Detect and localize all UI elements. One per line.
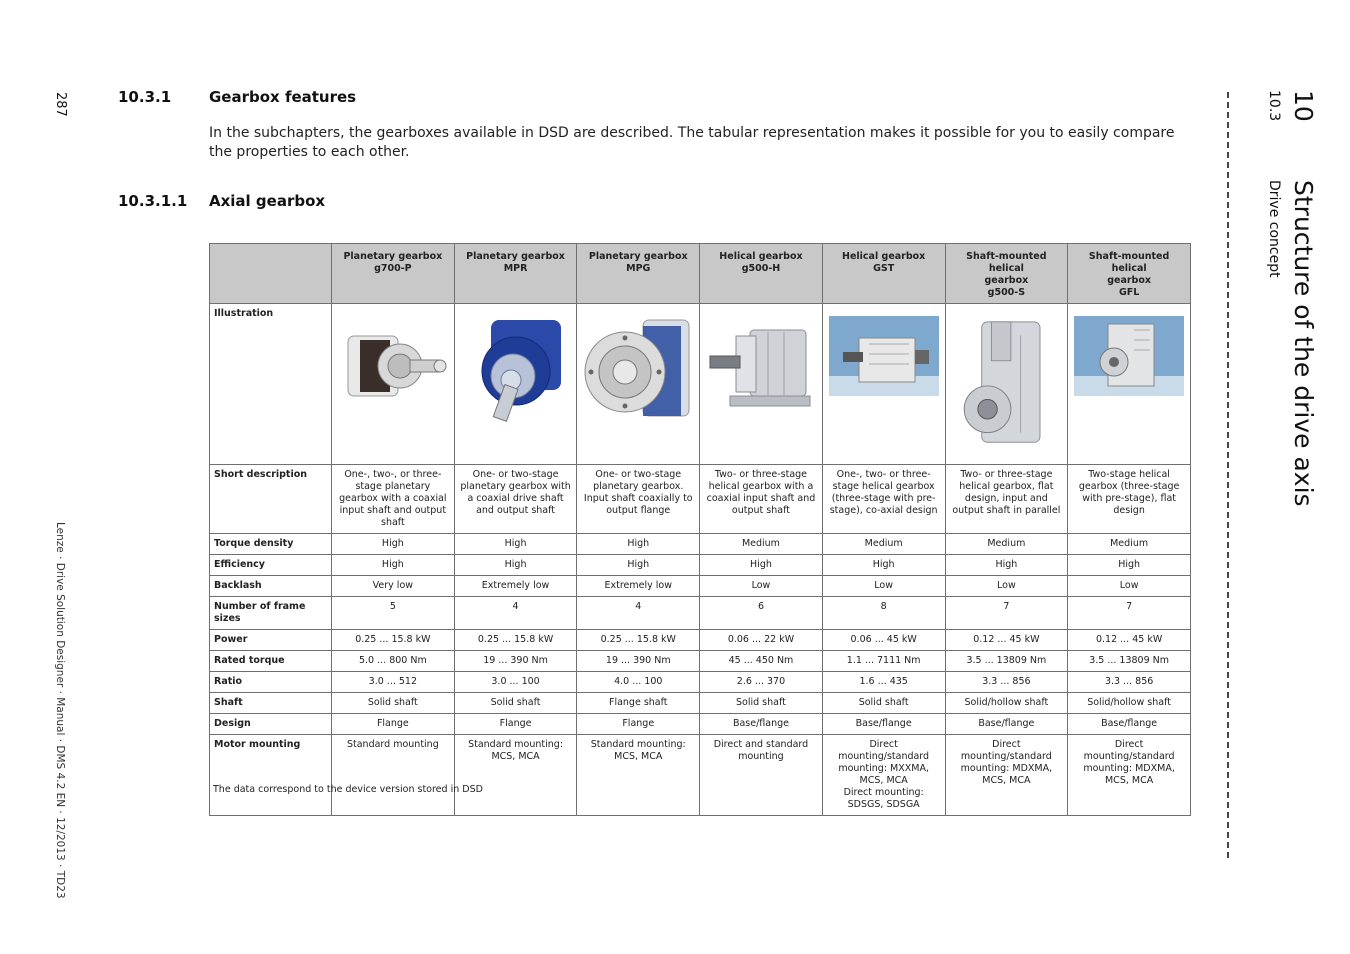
table-header-row: [210, 244, 1191, 304]
table-cell: Flange: [577, 714, 700, 735]
table-cell: 45 ... 450 Nm: [700, 651, 823, 672]
table-row: [210, 465, 1191, 534]
chapter-number: 10: [1289, 90, 1318, 122]
table-cell: 3.3 ... 856: [1068, 672, 1191, 693]
illustration-cell: [945, 304, 1068, 465]
table-cell: 3.0 ... 100: [454, 672, 577, 693]
footnote: The data correspond to the device version stored in DSD: [213, 784, 483, 795]
helical-gearbox-gst-image: [829, 316, 939, 426]
table-cell: Base/flange: [822, 714, 945, 735]
table-row: [210, 597, 1191, 630]
table-cell: 2.6 ... 370: [700, 672, 823, 693]
table-row: [210, 735, 1191, 816]
illustration-cell: [1068, 304, 1191, 465]
table-cell: 4.0 ... 100: [577, 672, 700, 693]
shaft-mounted-gearbox-image: [951, 316, 1061, 452]
table-cell: High: [577, 534, 700, 555]
table-cell: 0.25 ... 15.8 kW: [454, 630, 577, 651]
table-cell: 0.25 ... 15.8 kW: [577, 630, 700, 651]
table-cell: Direct mounting/standard mounting: MXXMA, MCS, MCA Direct mounting: SDSGS, SDSGA: [822, 735, 945, 816]
table-cell: 4: [577, 597, 700, 630]
table-cell: Solid shaft: [454, 693, 577, 714]
table-cell: Direct mounting/standard mounting: MDXMA, MCS, MCA: [945, 735, 1068, 816]
table-cell: High: [945, 555, 1068, 576]
table-cell: One-, two-, or three-stage planetary gearbox with a coaxial input shaft and output shaft: [332, 465, 455, 534]
table-cell: 4: [454, 597, 577, 630]
heading1-title: Gearbox features: [209, 88, 357, 106]
column-header: Shaft-mounted helical gearbox GFL: [1068, 244, 1191, 304]
shaft-mounted-gearbox-gfl-image: [1074, 316, 1184, 426]
heading1-number: 10.3.1: [118, 88, 172, 106]
row-label: Ratio: [210, 672, 332, 693]
table-cell: Medium: [822, 534, 945, 555]
row-label: Backlash: [210, 576, 332, 597]
table-cell: High: [454, 555, 577, 576]
row-label: Torque density: [210, 534, 332, 555]
table-cell: 0.12 ... 45 kW: [1068, 630, 1191, 651]
row-label: Power: [210, 630, 332, 651]
row-label: Short description: [210, 465, 332, 534]
footer-text: Lenze · Drive Solution Designer · Manual · DMS 4.2 EN · 12/2013 · TD23: [54, 522, 66, 899]
row-label: Design: [210, 714, 332, 735]
table-cell: High: [454, 534, 577, 555]
table-cell: 0.12 ... 45 kW: [945, 630, 1068, 651]
planetary-gearbox-silver-image: [338, 316, 448, 426]
table-cell: 0.06 ... 45 kW: [822, 630, 945, 651]
table-cell: One- or two-stage planetary gearbox. Input shaft coaxially to output flange: [577, 465, 700, 534]
helical-gearbox-image: [706, 316, 816, 426]
table-cell: 8: [822, 597, 945, 630]
planetary-gearbox-flange-image: [583, 316, 693, 426]
table-cell: 19 ... 390 Nm: [454, 651, 577, 672]
illustration-row: [210, 304, 1191, 465]
table-cell: One-, two- or three-stage helical gearbox (three-stage with pre-stage), co-axial design: [822, 465, 945, 534]
table-corner-cell: [210, 244, 332, 304]
row-label: Efficiency: [210, 555, 332, 576]
table-cell: 7: [945, 597, 1068, 630]
table-cell: High: [577, 555, 700, 576]
table-cell: Medium: [945, 534, 1068, 555]
margin-divider: [1227, 92, 1229, 858]
table-cell: Standard mounting: MCS, MCA: [577, 735, 700, 816]
table-cell: Low: [700, 576, 823, 597]
table-cell: Solid shaft: [822, 693, 945, 714]
row-label: Shaft: [210, 693, 332, 714]
table-cell: 3.3 ... 856: [945, 672, 1068, 693]
table-cell: Extremely low: [454, 576, 577, 597]
page-number: 287: [53, 92, 68, 117]
table-cell: Two- or three-stage helical gearbox, flat design, input and output shaft in parallel: [945, 465, 1068, 534]
illustration-cell: [332, 304, 455, 465]
table-cell: Flange shaft: [577, 693, 700, 714]
row-label: Motor mounting: [210, 735, 332, 816]
table-cell: Solid shaft: [332, 693, 455, 714]
table-row: [210, 555, 1191, 576]
column-header: Planetary gearbox MPR: [454, 244, 577, 304]
row-label: Rated torque: [210, 651, 332, 672]
table-cell: High: [1068, 555, 1191, 576]
table-cell: Base/flange: [1068, 714, 1191, 735]
gearbox-comparison-table: [209, 243, 1191, 816]
table-cell: Two- or three-stage helical gearbox with a coaxial input shaft and output shaft: [700, 465, 823, 534]
illustration-cell: [454, 304, 577, 465]
table-cell: Base/flange: [945, 714, 1068, 735]
table-row: [210, 693, 1191, 714]
intro-paragraph: In the subchapters, the gearboxes available in DSD are described. The tabular representation makes it possible for you to easily compare the properties to each other.: [209, 125, 1175, 160]
table-cell: Medium: [700, 534, 823, 555]
column-header: Helical gearbox g500-H: [700, 244, 823, 304]
table-cell: Flange: [454, 714, 577, 735]
section-number: 10.3: [1266, 90, 1282, 122]
table-cell: High: [700, 555, 823, 576]
table-row: [210, 714, 1191, 735]
table-cell: Low: [945, 576, 1068, 597]
table-cell: 0.06 ... 22 kW: [700, 630, 823, 651]
table-row: [210, 672, 1191, 693]
table-cell: Standard mounting: MCS, MCA: [454, 735, 577, 816]
table-cell: Direct and standard mounting: [700, 735, 823, 816]
heading2-title: Axial gearbox: [209, 192, 326, 210]
table-cell: 0.25 ... 15.8 kW: [332, 630, 455, 651]
row-label: Illustration: [210, 304, 332, 465]
table-cell: Low: [822, 576, 945, 597]
table-cell: One- or two-stage planetary gearbox with a coaxial drive shaft and output shaft: [454, 465, 577, 534]
table-cell: 1.6 ... 435: [822, 672, 945, 693]
table-row: [210, 630, 1191, 651]
illustration-cell: [822, 304, 945, 465]
table-row: [210, 534, 1191, 555]
table-row: [210, 576, 1191, 597]
table-cell: Low: [1068, 576, 1191, 597]
column-header: Planetary gearbox MPG: [577, 244, 700, 304]
table-cell: Standard mounting: [332, 735, 455, 816]
table-cell: 5.0 ... 800 Nm: [332, 651, 455, 672]
planetary-gearbox-blue-image: [461, 316, 571, 426]
table-cell: 1.1 ... 7111 Nm: [822, 651, 945, 672]
section-title: Drive concept: [1266, 180, 1282, 278]
column-header: Planetary gearbox g700-P: [332, 244, 455, 304]
table-cell: Very low: [332, 576, 455, 597]
table-cell: High: [332, 534, 455, 555]
table-cell: 5: [332, 597, 455, 630]
table-cell: Flange: [332, 714, 455, 735]
table-cell: 6: [700, 597, 823, 630]
table-cell: 3.0 ... 512: [332, 672, 455, 693]
table-cell: Solid shaft: [700, 693, 823, 714]
table-row: [210, 651, 1191, 672]
table-cell: 7: [1068, 597, 1191, 630]
table-cell: High: [332, 555, 455, 576]
illustration-cell: [700, 304, 823, 465]
chapter-title: Structure of the drive axis: [1289, 180, 1318, 507]
illustration-cell: [577, 304, 700, 465]
table-cell: Two-stage helical gearbox (three-stage with pre-stage), flat design: [1068, 465, 1191, 534]
table-cell: 3.5 ... 13809 Nm: [1068, 651, 1191, 672]
table-cell: Medium: [1068, 534, 1191, 555]
table-cell: Solid/hollow shaft: [945, 693, 1068, 714]
table-cell: High: [822, 555, 945, 576]
table-cell: Solid/hollow shaft: [1068, 693, 1191, 714]
heading2-number: 10.3.1.1: [118, 192, 188, 210]
table-cell: Base/flange: [700, 714, 823, 735]
table-cell: 3.5 ... 13809 Nm: [945, 651, 1068, 672]
column-header: Shaft-mounted helical gearbox g500-S: [945, 244, 1068, 304]
table-cell: Extremely low: [577, 576, 700, 597]
column-header: Helical gearbox GST: [822, 244, 945, 304]
table-cell: Direct mounting/standard mounting: MDXMA, MCS, MCA: [1068, 735, 1191, 816]
row-label: Number of frame sizes: [210, 597, 332, 630]
table-cell: 19 ... 390 Nm: [577, 651, 700, 672]
